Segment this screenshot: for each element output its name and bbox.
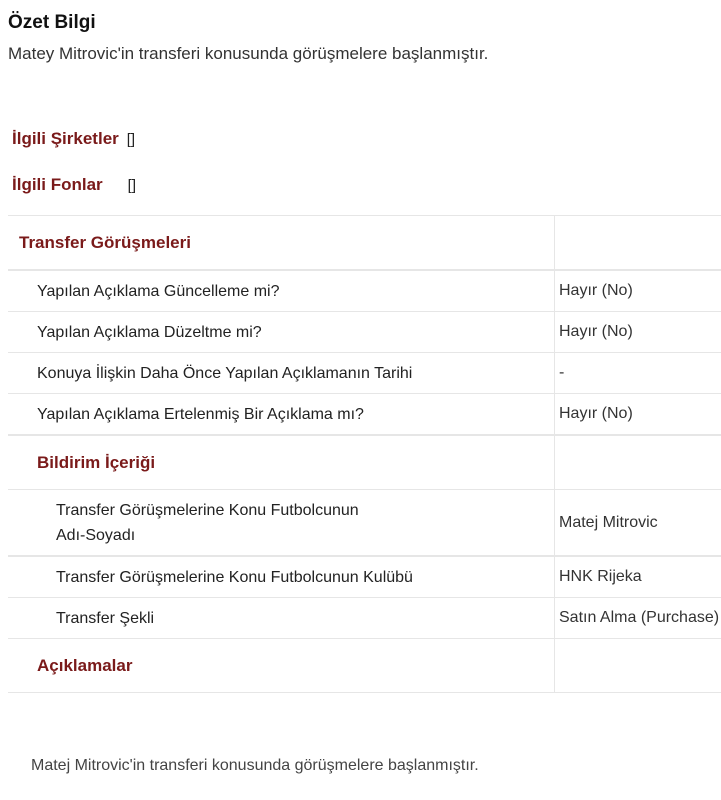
related-companies-label: İlgili Şirketler (12, 129, 119, 148)
row-value: - (555, 353, 721, 394)
section-explanations (8, 639, 721, 693)
row-value: Hayır (No) (555, 312, 721, 353)
row-label: Transfer Şekli (8, 598, 555, 639)
row-label: Yapılan Açıklama Ertelenmiş Bir Açıklama mı? (8, 394, 555, 436)
section-notification-content (8, 435, 721, 490)
row-value: Matej Mitrovic (555, 490, 721, 557)
section-title: Bildirim İçeriği (8, 435, 555, 490)
section-title: Açıklamalar (8, 639, 555, 693)
section-title: Transfer Görüşmeleri (8, 216, 555, 271)
section-transfer-negotiations (8, 216, 721, 271)
summary-text: Matey Mitrovic'in transferi konusunda görüşmelere başlanmıştır. (8, 44, 489, 63)
row-label: Konuya İlişkin Daha Önce Yapılan Açıklamanın Tarihi (8, 353, 555, 394)
row-value: Hayır (No) (555, 394, 721, 436)
table-row (8, 490, 721, 557)
table-row (8, 556, 721, 598)
row-label: Yapılan Açıklama Güncelleme mi? (8, 270, 555, 312)
table-row (8, 312, 721, 353)
row-label-line1: Transfer Görüşmelerine Konu Futbolcunun (56, 501, 359, 519)
table-row (8, 394, 721, 436)
related-funds-value: [] (127, 177, 137, 194)
section-value-empty (555, 216, 721, 271)
related-companies-value: [] (126, 131, 136, 148)
row-value: HNK Rijeka (555, 556, 721, 598)
disclosure-table (8, 215, 721, 693)
section-value-empty (555, 435, 721, 490)
row-label: Yapılan Açıklama Düzeltme mi? (8, 312, 555, 353)
row-label (8, 490, 555, 557)
related-funds-label: İlgili Fonlar (12, 175, 103, 194)
explanation-text: Matej Mitrovic'in transferi konusunda görüşmelere başlanmıştır. (31, 757, 479, 774)
row-label: Transfer Görüşmelerine Konu Futbolcunun Kulübü (8, 556, 555, 598)
row-value: Satın Alma (Purchase) (555, 598, 721, 639)
table-row (8, 353, 721, 394)
summary-title: Özet Bilgi (8, 12, 96, 33)
row-label-line2: Adı-Soyadı (56, 526, 136, 544)
table-row (8, 270, 721, 312)
section-value-empty (555, 639, 721, 693)
related-funds (12, 175, 136, 195)
table-row (8, 598, 721, 639)
row-value: Hayır (No) (555, 270, 721, 312)
related-companies (12, 129, 135, 149)
